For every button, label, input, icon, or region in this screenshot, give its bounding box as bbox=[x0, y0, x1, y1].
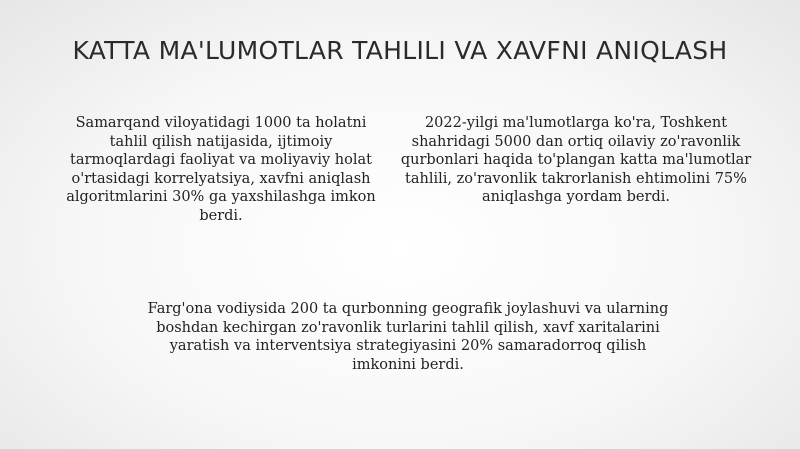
paragraph-line: tahlil qilish natijasida, ijtimoiy bbox=[109, 133, 333, 150]
paragraph-line: aniqlashga yordam berdi. bbox=[482, 189, 670, 205]
paragraph-line: 2022-yilgi ma'lumotlarga ko'ra, Toshkent bbox=[424, 115, 728, 131]
paragraph-line: algoritmlarini 30% ga yaxshilashga imkon bbox=[66, 189, 376, 205]
paragraph-samarqand bbox=[56, 114, 386, 225]
paragraph-line: Samarqand viloyatidagi 1000 ta holatni bbox=[75, 115, 367, 131]
slide-title: KATTA MA'LUMOTLAR TAHLILI VA XAVFNI ANIQLASH bbox=[72, 36, 728, 65]
paragraph-line: imkonini berdi. bbox=[352, 356, 464, 373]
paragraph-line: tahlili, zo'ravonlik takrorlanish ehtimolini 75% bbox=[405, 170, 747, 187]
paragraph-line: Farg'ona vodiysida 200 ta qurbonning geografik joylashuvi va ularning bbox=[147, 301, 669, 317]
paragraph-line: boshdan kechirgan zo'ravonlik turlarini tahlil qilish, xavf xaritalarini bbox=[156, 319, 660, 336]
paragraph-toshkent bbox=[396, 114, 756, 207]
paragraph-fargona bbox=[128, 300, 688, 374]
paragraph-line: o'rtasidagi korrelyatsiya, xavfni aniqlash bbox=[71, 170, 371, 187]
paragraph-line: tarmoqlardagi faoliyat va moliyaviy holat bbox=[70, 152, 372, 168]
paragraph-line: berdi. bbox=[199, 207, 243, 224]
paragraph-line: shahridagi 5000 dan ortiq oilaviy zo'ravonlik bbox=[411, 133, 741, 150]
paragraph-line: yaratish va interventsiya strategiyasini 20% samaradorroq qilish bbox=[169, 338, 647, 354]
paragraph-line: qurbonlari haqida to'plangan katta ma'lumotlar bbox=[400, 152, 752, 168]
